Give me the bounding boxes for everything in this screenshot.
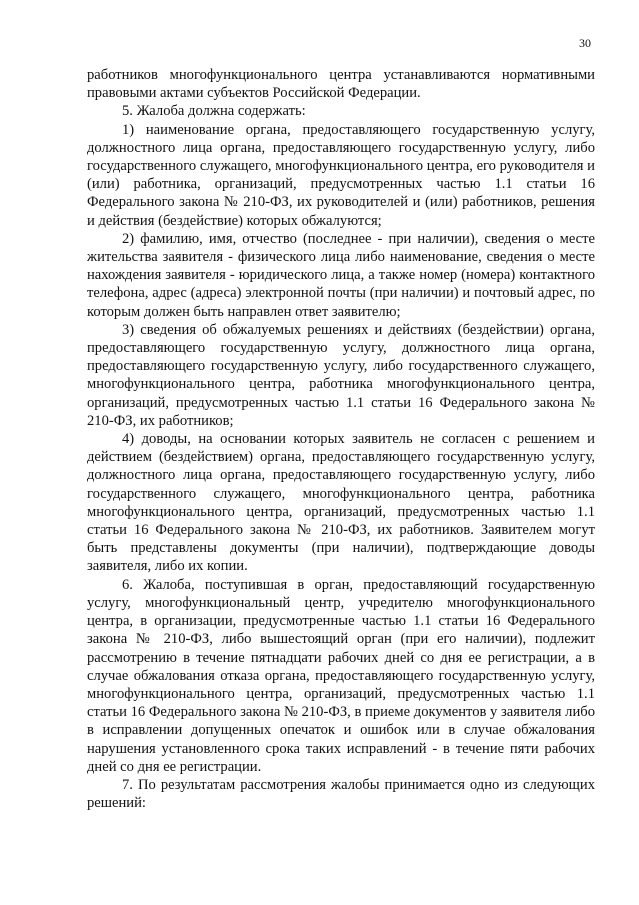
paragraph-subitem-1: 1) наименование органа, предоставляющего государственную услугу, должностного лица органа, предоставляющего государственную услугу, либо государственного служащего, многофункционального центра, его руководителя и (или) работника, организаций, предусмотренных частью 1.1 статьи 16 Федерального закона № 210-ФЗ, их руководителей и (или) работников, решения и действия (бездействие) которых обжалуются; (87, 121, 595, 229)
paragraph-item-5: 5. Жалоба должна содержать: (122, 103, 306, 120)
paragraph-continuation: работников многофункционального центра устанавливаются нормативными правовыми актами субъектов Российской Федерации. (87, 67, 595, 102)
paragraph-item-7: 7. По результатам рассмотрения жалобы принимается одно из следующих решений: (87, 776, 595, 812)
paragraph-subitem-2: 2) фамилию, имя, отчество (последнее - при наличии), сведения о месте жительства заявителя - физического лица либо наименование, сведения о месте нахождения заявителя - юридического лица, а также номер (номера) контактного телефона, адрес (адреса) электронной почты (при наличии) и почтовый адрес, по которым должен быть направлен ответ заявителю; (87, 230, 595, 320)
paragraph-subitem-4: 4) доводы, на основании которых заявитель не согласен с решением и действием (бездействием) органа, предоставляющего государственную услугу, должностного лица органа, предоставляющего государственную услугу, либо государственного служащего, многофункционального центра, работника многофункционального центра, организаций, предусмотренных частью 1.1 статьи 16 Федерального закона № 210-ФЗ, их работников. Заявителем могут быть представлены документы (при наличии), подтверждающие доводы заявителя, либо их копии. (87, 431, 595, 575)
paragraph-item-6: 6. Жалоба, поступившая в орган, предоставляющий государственную услугу, многофункциональный центр, учредителю многофункционального центра, в организации, предусмотренные частью 1.1 статьи 16 Федерального закона № 210-ФЗ, либо вышестоящий орган (при его наличии), подлежит рассмотрению в течение пятнадцати рабочих дней со дня ее регистрации, а в случае обжалования отказа органа, предоставляющего государственную услугу, многофункционального центра, организаций, предусмотренных частью 1.1 статьи 16 Федерального закона № 210-ФЗ, в приеме документов у заявителя либо в исправлении допущенных опечаток и ошибок или в случае обжалования нарушения установленного срока таких исправлений - в течение пяти рабочих дней со дня ее регистрации. (87, 576, 595, 775)
paragraph-subitem-3: 3) сведения об обжалуемых решениях и действиях (бездействии) органа, предоставляющего государственную услугу, должностного лица органа, предоставляющего государственную услугу, либо государственного служащего, многофункционального центра, работника многофункционального центра, организаций, предусмотренных частью 1.1 статьи 16 Федерального закона № 210-ФЗ, их работников; (87, 321, 595, 429)
document-body (87, 66, 595, 812)
page-number: 30 (579, 36, 591, 50)
